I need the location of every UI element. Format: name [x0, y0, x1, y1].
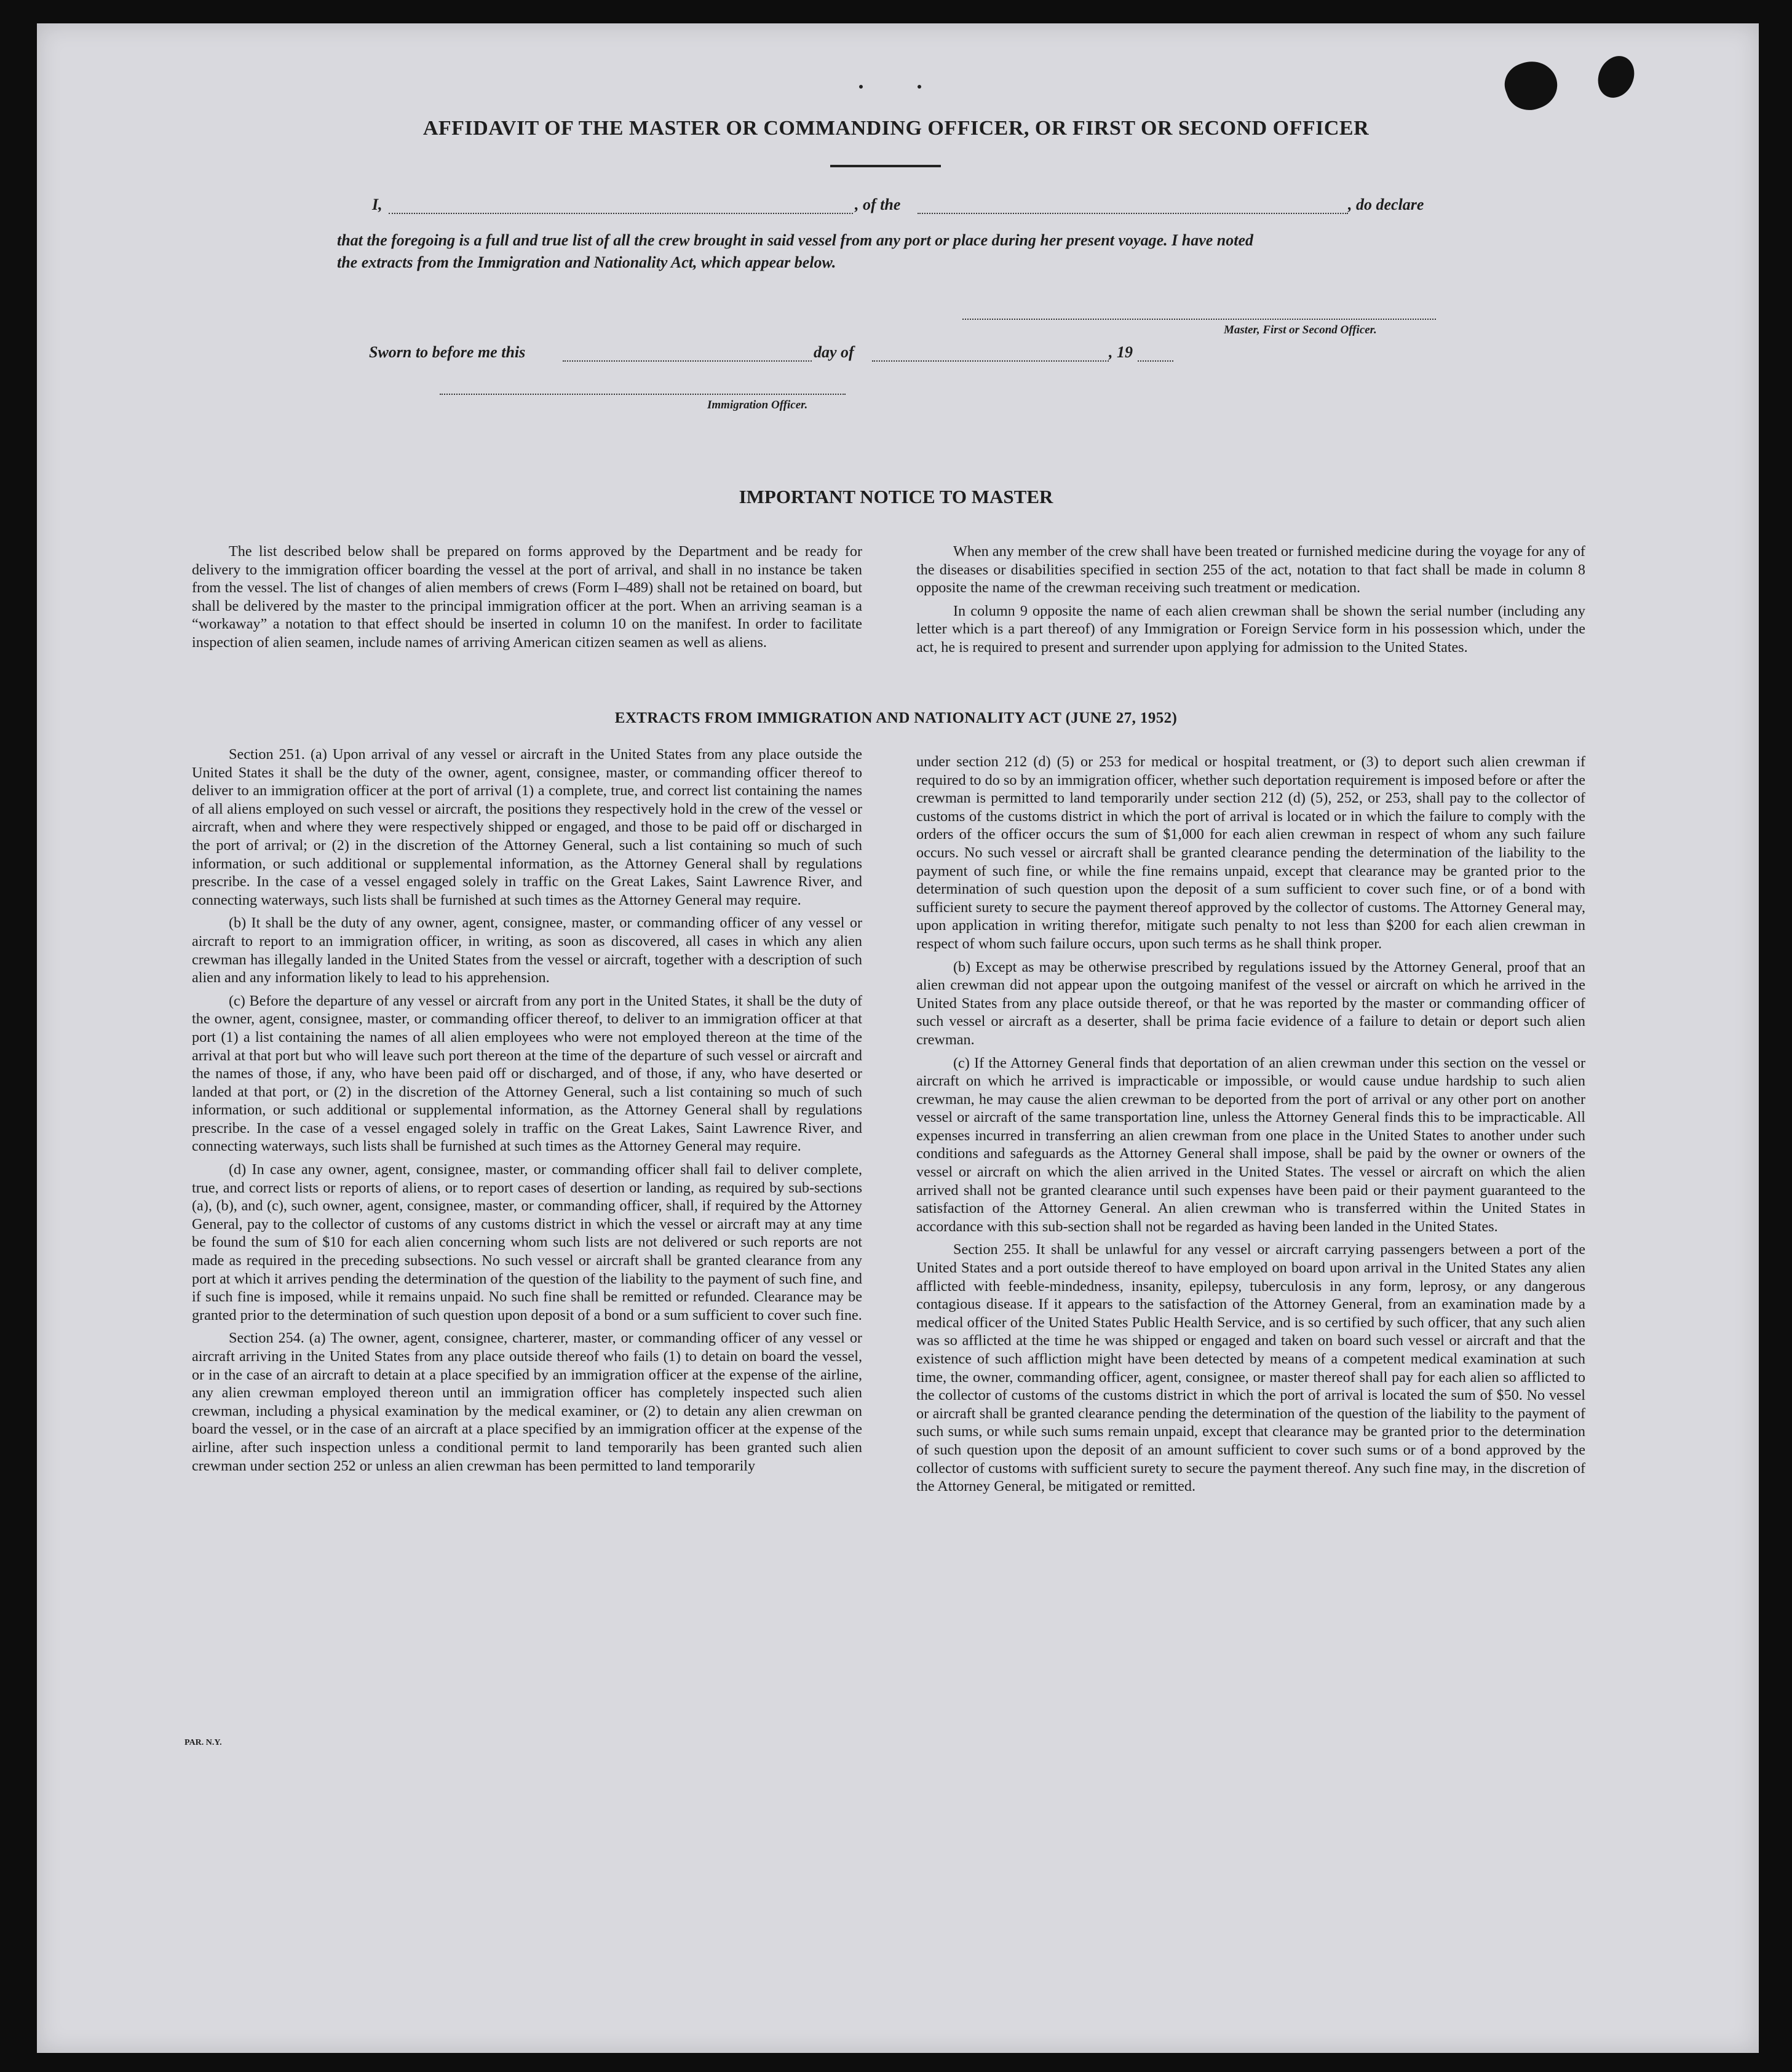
name-field[interactable] — [389, 213, 853, 214]
section-paragraph: (c) Before the departure of any vessel or aircraft from any port in the United States, it shall be the duty of the owner, agent, consignee, master, or commanding officer thereof, to deliver to an immigration officer at that port (1) a list containing the names of all alien employees who were not employed thereon at the time of the arrival at that port but who will leave such port thereon at the time of the departure of such vessel or aircraft and the names of those, if any, who have been paid off or discharged, and of those, if any, who have deserted or landed at that port, or (2) in the discretion of the Attorney General, such a list containing so much of such information, or such additional or supplemental information, as the Attorney General shall by regulations prescribe. In the case of a vessel engaged solely in traffic on the Great Lakes, Saint Lawrence River, and connecting waterways, such lists shall be furnished at such times as the Attorney General may require. — [192, 992, 862, 1155]
section-paragraph: (b) It shall be the duty of any owner, agent, consignee, master, or commanding officer of any vessel or aircraft to report to an immigration officer, in writing, as soon as discovered, all cases in which any alien crewman has illegally landed in the United States from the vessel or aircraft, together with a description of such alien and any information likely to lead to his apprehension. — [192, 915, 862, 986]
statement-line-1: that the foregoing is a full and true list of all the crew brought in said vessel from any port or place during her present voyage. I have noted — [337, 231, 1254, 249]
section-paragraph: Section 251. (a) Upon arrival of any vessel or aircraft in the United States from any place outside the United States it shall be the duty of the owner, agent, consignee, master, or commanding officer thereof to deliver to an immigration officer at the port of arrival (1) a complete, true, and correct list containing the names of all aliens employed on such vessel or aircraft, the positions they respectively hold in the crew of the vessel or aircraft, when and where they were respectively shipped or engaged, and those to be paid off or discharged in the port of arrival; or (2) in the discretion of the Attorney General, such a list containing so much of such information, or such additional or supplemental information, as the Attorney General shall by regulations prescribe. In the case of a vessel engaged solely in traffic on the Great Lakes, Saint Lawrence River, and connecting waterways, such lists shall be furnished at such times as the Attorney General may require. — [192, 746, 862, 908]
statement-line-2: the extracts from the Immigration and Nationality Act, which appear below. — [337, 253, 836, 271]
extracts-left-column — [192, 745, 862, 1480]
speck — [859, 85, 863, 89]
extracts-title: EXTRACTS FROM IMMIGRATION AND NATIONALITY ACT (JUNE 27, 1952) — [614, 710, 1178, 726]
vessel-field[interactable] — [918, 213, 1348, 214]
speck — [918, 85, 921, 89]
officer-signature-label: Immigration Officer. — [707, 399, 808, 411]
title-divider — [830, 165, 941, 167]
section-paragraph: Section 254. (a) The owner, agent, consignee, charterer, master, or commanding officer of any vessel or aircraft arriving in the United States from any place outside thereof who fails (1) to detain on board the vessel, or in the case of an aircraft to detain at a place specified by an immigration officer at the expense of the airline, any alien crewman employed thereon until an immigration officer has completely inspected such alien crewman, including a physical examination by the medical examiner, or (2) to detain any alien crewman on board the vessel, or in the case of an aircraft at a place specified by an immigration officer at the expense of the airline, after such inspection unless a conditional permit to land temporarily has been granted such alien crewman under section 252 or unless an alien crewman has been permitted to land temporarily — [192, 1330, 862, 1474]
printer-code: PAR. N.Y. — [184, 1738, 222, 1747]
section-paragraph: (c) If the Attorney General finds that deportation of an alien crewman under this section on the vessel or aircraft on which he arrived is impracticable or impossible, or would cause undue hardship to such alien crewman, he may cause the alien crewman to be deported from the port of arrival or any other port on another vessel or aircraft of the same transportation line, unless the Attorney General finds this to be impracticable. All expenses incurred in transferring an alien crewman from one place in the United States to another under such conditions and safeguards as the Attorney General shall impose, shall be paid by the owner or owners of the vessel or aircraft on which the alien arrived in the United States. The vessel or aircraft on which the alien arrived shall not be granted clearance until such expenses have been paid or their payment guaranteed to the satisfaction of the Attorney General. An alien crewman who is transferred within the United States in accordance with this sub-section shall not be regarded as having been landed in the United States. — [916, 1054, 1585, 1235]
do-declare-label: , do declare — [1348, 196, 1424, 213]
notice-title: IMPORTANT NOTICE TO MASTER — [739, 486, 1053, 507]
section-paragraph: (b) Except as may be otherwise prescribed by regulations issued by the Attorney General, proof that an alien crewman did not appear upon the outgoing manifest of the vessel or aircraft on which he arrived in the United States from any place outside thereof, or that he was reported by the master or commanding officer of such vessel or aircraft as a deserter, shall be prima facie evidence of a failure to detain or deport such alien crewman. — [916, 958, 1585, 1048]
notice-left-column — [192, 542, 862, 657]
section-paragraph: (d) In case any owner, agent, consignee, master, or commanding officer shall fail to deliver complete, true, and correct lists or reports of aliens, or to report cases of desertion or landing, as required by sub-sections (a), (b), and (c), such owner, agent, consignee, master, or commanding officer, shall, if required by the Attorney General, pay to the collector of customs of any customs district in which the vessel or aircraft may at any time be found the sum of $10 for each alien concerning whom such lists are not delivered or such reports are not made as required in the preceding subsections. No such vessel or aircraft shall be granted clearance from any port at which it arrives pending the determination of the question of the liability to the payment of such fine, and if such fine is imposed, while it remains unpaid. No such fine shall be remitted or refunded. Clearance may be granted prior to the determination of such question upon deposit of a bond or a sum sufficient to cover such fine. — [192, 1161, 862, 1324]
master-signature-line[interactable] — [962, 319, 1436, 320]
notice-paragraph: When any member of the crew shall have been treated or furnished medicine during the voyage for any of the diseases or disabilities specified in section 255 of the act, notation to that fact shall be made in column 8 opposite the name of the crewman receiving such treatment or medication. — [916, 543, 1585, 597]
sworn-label: Sworn to before me this — [369, 343, 526, 361]
affidavit-title: AFFIDAVIT OF THE MASTER OR COMMANDING OFFICER, OR FIRST OR SECOND OFFICER — [422, 117, 1370, 140]
section-paragraph: under section 212 (d) (5) or 253 for medical or hospital treatment, or (3) to deport such alien crewman if required to do so by an immigration officer, whether such deportation requirement is imposed before or after the crewman is permitted to land temporarily under section 212 (d) (5), 252, or 253, shall pay to the collector of customs of the customs district in which the port of arrival is located or in which the failure to comply with the orders of the officer occurs the sum of $1,000 for each alien crewman in respect of whom any such failure occurs. No such vessel or aircraft shall be granted clearance pending the determination of the liability to the payment of such fine, or while the fine remains unpaid, except that clearance may be granted prior to the determination of such question upon the deposit of a sum sufficient to cover such fine, or of a bond with sufficient surety to secure the payment thereof approved by the collector of customs. The Attorney General may, upon application in writing therefor, mitigate such penalty to not less than $200 for each alien crewman in respect of whom such failure occurs, upon such terms as he shall think proper. — [916, 753, 1585, 952]
notice-paragraph: In column 9 opposite the name of each alien crewman shall be shown the serial number (including any letter which is a part thereof) of any Immigration or Foreign Service form in his possession which, under the act, he is required to present and surrender upon applying for admission to the United States. — [916, 602, 1585, 656]
of-the-label: , of the — [855, 196, 901, 213]
i-label: I, — [372, 196, 383, 213]
day-of-label: day of — [814, 343, 854, 361]
master-signature-label: Master, First or Second Officer. — [1224, 324, 1377, 336]
notice-paragraph: The list described below shall be prepared on forms approved by the Department and be ready for delivery to the immigration officer boarding the vessel at the port of arrival, and shall in no instance be taken from the vessel. The list of changes of alien members of crews (Form I–489) shall not be retained on board, but shall be delivered by the master to the principal immigration officer at the port. When an arriving seaman is a “workaway” a notation to that effect should be inserted in column 10 on the manifest. In order to facilitate inspection of alien seamen, include names of arriving American citizen seamen as well as aliens. — [192, 543, 862, 651]
sworn-month-field[interactable] — [872, 360, 1109, 362]
extracts-right-column — [916, 753, 1585, 1501]
officer-signature-line[interactable] — [440, 394, 846, 395]
year-label: , 19 — [1109, 343, 1133, 361]
notice-right-column — [916, 542, 1585, 662]
section-paragraph: Section 255. It shall be unlawful for any vessel or aircraft carrying passengers between a port of the United States and a port outside thereof to have employed on board upon arrival in the United States any alien afflicted with feeble-mindedness, insanity, epilepsy, tuberculosis in any form, leprosy, or any dangerous contagious disease. If it appears to the satisfaction of the Attorney General, from an examination made by a medical officer of the United States Public Health Service, and is so certified by such officer, that any such alien was so afflicted at the time he was shipped or engaged and taken on board such vessel or aircraft and that the existence of such affliction might have been detected by means of a competent medical examination at such time, the owner, commanding officer, agent, consignee, or master thereof shall pay for each alien so afflicted to the collector of customs of the customs district in which the port of arrival is located the sum of $50. No vessel or aircraft shall be granted clearance pending the determination of the question of the liability to the payment of such sums, or while such sums remain unpaid, except that clearance may be granted prior to the determination of such question upon the deposit of an amount sufficient to cover such sums or of a bond approved by the collector of customs with sufficient surety to secure the payment thereof. Any such fine may, in the discretion of the Attorney General, be mitigated or remitted. — [916, 1241, 1585, 1495]
sworn-day-field[interactable] — [563, 360, 812, 362]
sworn-year-field[interactable] — [1138, 360, 1173, 362]
